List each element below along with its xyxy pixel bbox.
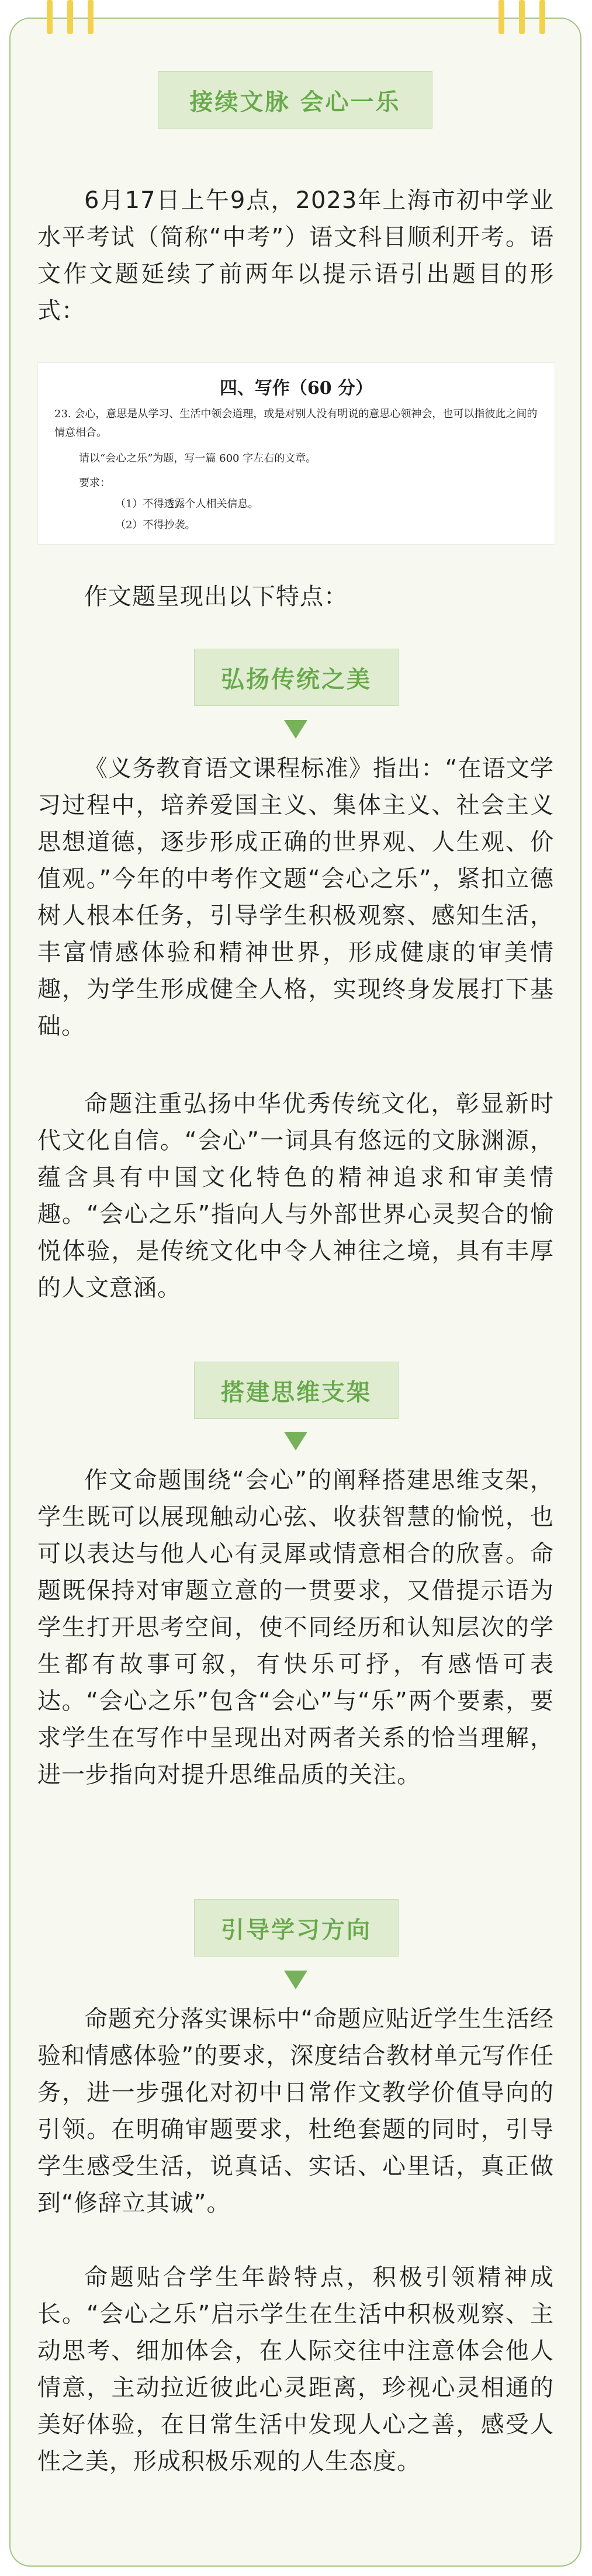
- requirements-label: 要求：: [79, 477, 110, 489]
- exam-requirements: [79, 473, 538, 536]
- down-arrow-icon: [284, 720, 307, 739]
- article-title: 接续文脉 会心一乐: [158, 71, 432, 129]
- down-arrow-icon: [284, 1432, 307, 1450]
- down-arrow-icon: [284, 1971, 307, 1989]
- intro-paragraph: 6月17日上午9点，2023年上海市初中学业水平考试（简称“中考”）语文科目顺利开考。语文作文题延续了前两年以提示语引出题目的形式：: [37, 187, 554, 324]
- section-title-tradition: 弘扬传统之美: [194, 649, 399, 706]
- section-paragraph: 命题充分落实课标中“命题应贴近学生生活经验和情感体验”的要求，深度结合教材单元写作任务，进一步强化对初中日常作文教学价值导向的引领。在明确审题要求，杜绝套题的同时，引导学生感受生活，说真话、实话、心里话，真正做到“修辞立其诚”。: [37, 2006, 554, 2217]
- exam-instruction: 请以“会心之乐”为题，写一篇 600 字左右的文章。: [79, 452, 317, 465]
- section-paragraph: 命题注重弘扬中华优秀传统文化，彰显新时代文化自信。“会心”一词具有悠远的文脉渊源，蕴含具有中国文化特色的精神追求和审美情趣。“会心之乐”指向人与外部世界心灵契合的愉悦体验，是传统文化中令人神往之境，具有丰厚的人文意涵。: [37, 1090, 554, 1301]
- section-paragraph: 作文命题围绕“会心”的阐释搭建思维支架，学生既可以展现触动心弦、收获智慧的愉悦，也可以表达与他人心有灵犀或情意相合的欣喜。命题既保持对审题立意的一贯要求，又借提示语为学生打开思考空间，使不同经历和认知层次的学生都有故事可叙，有快乐可抒，有感悟可表达。“会心之乐”包含“会心”与“乐”两个要素，要求学生在写作中呈现出对两者关系的恰当理解，进一步指向对提升思维品质的关注。: [37, 1467, 554, 1788]
- requirement-item: （1）不得透露个人相关信息。: [115, 498, 259, 510]
- decorative-bars-right: [498, 0, 545, 34]
- exam-question-image: [37, 362, 555, 545]
- features-intro: 作文题呈现出以下特点：: [84, 583, 348, 610]
- decorative-bars-left: [47, 0, 94, 34]
- requirement-item: （2）不得抄袭。: [115, 519, 196, 531]
- section-title-direction: 引导学习方向: [194, 1899, 399, 1957]
- section-title-thinking: 搭建思维支架: [194, 1362, 399, 1419]
- section-paragraph: 命题贴合学生年龄特点，积极引领精神成长。“会心之乐”启示学生在生活中积极观察、主动思考、细加体会，在人际交往中注意体会他人情意，主动拉近彼此心灵距离，珍视心灵相通的美好体验，在日常生活中发现人心之善，感受人性之美，形成积极乐观的人生态度。: [37, 2264, 554, 2475]
- exam-heading: 四、写作（60 分）: [219, 378, 373, 399]
- exam-question-text: 23. 会心，意思是从学习、生活中领会道理，或是对别人没有明说的意思心领神会，也可以指彼此之间的情意相合。: [54, 408, 538, 439]
- section-paragraph: 《义务教育语文课程标准》指出：“在语文学习过程中，培养爱国主义、集体主义、社会主义思想道德，逐步形成正确的世界观、人生观、价值观。”今年的中考作文题“会心之乐”，紧扣立德树人根本任务，引导学生积极观察、感知生活，丰富情感体验和精神世界，形成健康的审美情趣，为学生形成健全人格，实现终身发展打下基础。: [37, 755, 554, 1040]
